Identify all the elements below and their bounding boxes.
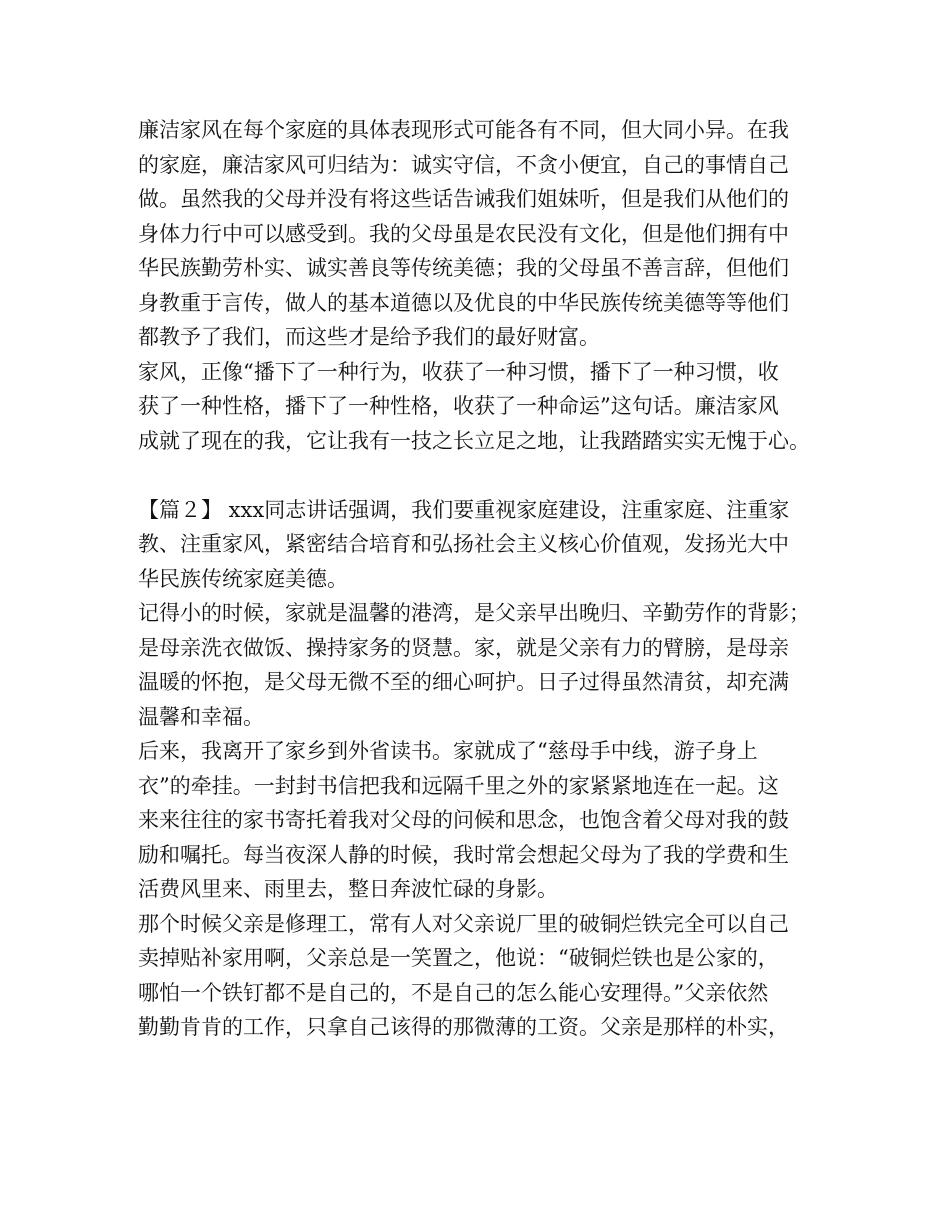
text-line: 身教重于言传，做人的基本道德以及优良的中华民族传统美德等等他们 [138, 290, 789, 315]
text-line: 都教予了我们，而这些才是给予我们的最好财富。 [138, 325, 600, 349]
text-line: 【篇２】 xxx同志讲话强调，我们要重视家庭建设，注重家庭、注重家 [138, 497, 790, 522]
text-line: 记得小的时候，家就是温馨的港湾，是父亲早出晚归、辛勤劳作的背影； [138, 601, 810, 625]
text-line: 励和嘱托。每当夜深人静的时候，我时常会想起父母为了我的学费和生 [138, 842, 789, 867]
paragraph-studying-away [138, 734, 828, 907]
text-line: 勤勤肯肯的工作，只拿自己该得的那微薄的工资。父亲是那样的朴实， [138, 1015, 789, 1039]
text-line: 获了一种性格，播下了一种性格，收获了一种命运”这句话。廉洁家风 [138, 394, 779, 418]
text-line: 成就了现在的我，它让我有一技之长立足之地，让我踏踏实实无愧于心。 [138, 428, 810, 453]
text-line: 廉洁家风在每个家庭的具体表现形式可能各有不同，但大同小异。在我 [138, 118, 789, 142]
paragraph-father-repairman [138, 907, 828, 1045]
document-body [138, 113, 828, 1045]
paragraph-section-2-intro [138, 493, 828, 597]
text-line: 哪怕一个铁钉都不是自己的，不是自己的怎么能心安理得。”父亲依然 [138, 980, 769, 1005]
paragraph-childhood-memory [138, 596, 828, 734]
text-line: 身体力行中可以感受到。我的父母虽是农民没有文化，但是他们拥有中 [138, 221, 789, 246]
text-line: 衣”的牵挂。一封封书信把我和远隔千里之外的家紧紧地连在一起。这 [138, 773, 779, 798]
text-line: 华民族勤劳朴实、诚实善良等传统美德；我的父母虽不善言辞，但他们 [138, 256, 789, 280]
text-line: 家风，正像“播下了一种行为，收获了一种习惯，播下了一种习惯，收 [138, 359, 779, 384]
text-line: 教、注重家风，紧密结合培育和弘扬社会主义核心价值观，发扬光大中 [138, 532, 789, 556]
paragraph-family-style-quote [138, 355, 828, 459]
text-line: 的家庭，廉洁家风可归结为：诚实守信，不贪小便宜，自己的事情自己 [138, 152, 789, 177]
text-line: 华民族传统家庭美德。 [138, 566, 348, 591]
text-line: 来来往往的家书寄托着我对父母的问候和思念，也饱含着父母对我的鼓 [138, 808, 789, 832]
text-line: 那个时候父亲是修理工，常有人对父亲说厂里的破铜烂铁完全可以自己 [138, 911, 789, 936]
paragraph-integrity-family-style [138, 113, 828, 355]
text-line: 活费风里来、雨里去，整日奔波忙碌的身影。 [138, 877, 558, 901]
text-line: 后来，我离开了家乡到外省读书。家就成了“慈母手中线，游子身上 [138, 739, 758, 763]
text-line: 是母亲洗衣做饭、操持家务的贤慧。家，就是父亲有力的臂膀，是母亲 [138, 635, 789, 660]
text-line: 做。虽然我的父母并没有将这些话告诫我们姐妹听，但是我们从他们的 [138, 187, 789, 211]
paragraph-spacer [138, 458, 828, 493]
text-line: 温馨和幸福。 [138, 704, 264, 729]
text-line: 卖掉贴补家用啊，父亲总是一笑置之，他说：“破铜烂铁也是公家的， [138, 946, 779, 970]
text-line: 温暖的怀抱，是父母无微不至的细心呵护。日子过得虽然清贫，却充满 [138, 670, 789, 694]
